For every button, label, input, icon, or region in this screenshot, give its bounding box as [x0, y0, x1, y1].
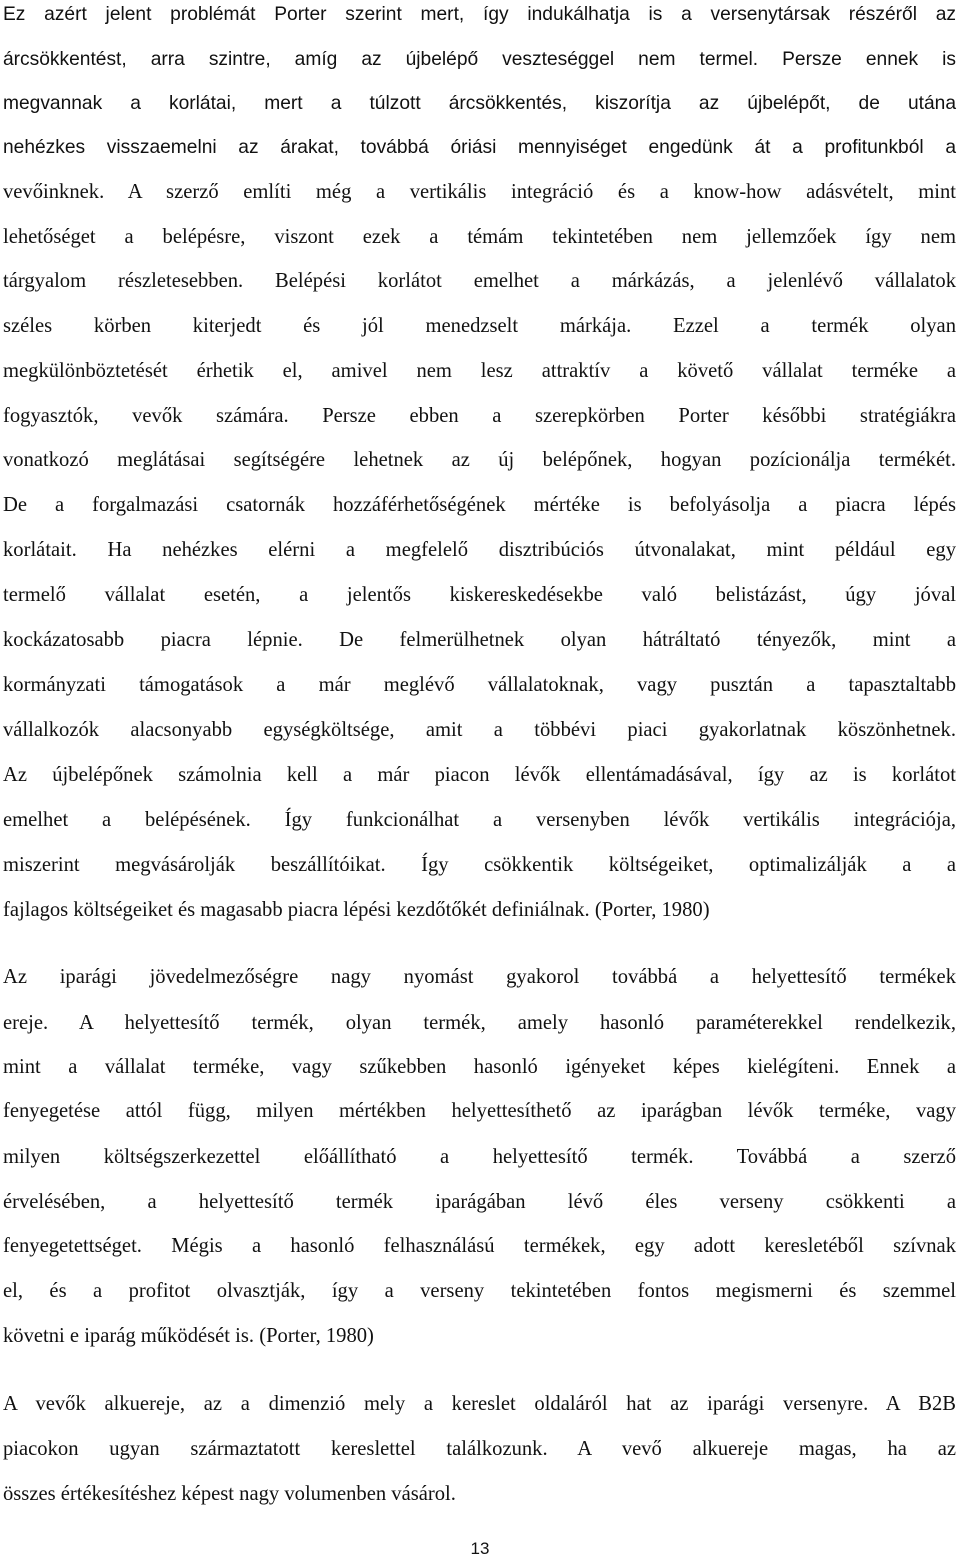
page-number: 13	[470, 1539, 490, 1558]
text-line: fenyegetettséget. Mégis a hasonló felhasználású termékek, egy adott keresletéből szívnak	[3, 1235, 956, 1257]
text-line: termelő vállalat esetén, a jelentős kiskereskedésekbe való belistázást, úgy jóval	[3, 584, 956, 606]
text-line: vállalkozók alacsonyabb egységköltsége, amit a többévi piaci gyakorlatnak köszönhetnek.	[3, 719, 956, 741]
text-line: Az újbelépőnek számolnia kell a már piacon lévők ellentámadásával, így az is korlátot	[3, 764, 956, 786]
text-line: összes értékesítéshez képest nagy volumenben vásárol.	[3, 1483, 456, 1505]
text-line: megkülönböztetését érhetik el, amivel nem lesz attraktív a követő vállalat terméke a	[3, 360, 956, 382]
text-line: vonatkozó meglátásai segítségére lehetnek az új belépőnek, hogyan pozícionálja termékét.	[3, 449, 956, 471]
text-line: lehetőséget a belépésre, viszont ezek a témám tekintetében nem jellemzőek így nem	[3, 226, 956, 248]
text-line: követni e iparág működését is. (Porter, 1980)	[3, 1325, 374, 1347]
text-line: érvelésében, a helyettesítő termék iparágában lévő éles verseny csökkenti a	[3, 1191, 956, 1213]
text-line: kockázatosabb piacra lépnie. De felmerülhetnek olyan hátráltató tényezők, mint a	[3, 629, 956, 651]
text-line: Az iparági jövedelmezőségre nagy nyomást gyakorol továbbá a helyettesítő termékek	[3, 966, 956, 988]
text-line: piacokon ugyan származtatott kereslettel találkozunk. A vevő alkuereje magas, ha az	[3, 1438, 956, 1460]
text-line: tárgyalom részletesebben. Belépési korlátot emelhet a márkázás, a jelenlévő vállalatok	[3, 270, 956, 292]
text-line: nehézkes visszaemelni az árakat, továbbá óriási mennyiséget engedünk át a profitunkból a	[3, 137, 956, 158]
text-line: fajlagos költségeiket és magasabb piacra lépési kezdőtőkét definiálnak. (Porter, 1980)	[3, 899, 710, 921]
text-line: A vevők alkuereje, az a dimenzió mely a kereslet oldaláról hat az iparági versenyre. A B2B	[3, 1393, 956, 1415]
text-line: Ez azért jelent problémát Porter szerint mert, így indukálhatja is a versenytársak részéről az	[3, 4, 956, 25]
text-line: vevőinknek. A szerző említi még a vertikális integráció és a know-how adásvételt, mint	[3, 181, 956, 203]
text-line: megvannak a korlátai, mert a túlzott árcsökkentés, kiszorítja az újbelépőt, de utána	[3, 93, 956, 114]
text-line: mint a vállalat terméke, vagy szűkebben hasonló igényeket képes kielégíteni. Ennek a	[3, 1056, 956, 1078]
text-line: korlátait. Ha nehézkes elérni a megfelelő disztribúciós útvonalakat, mint például egy	[3, 539, 956, 561]
text-line: milyen költségszerkezettel előállítható a helyettesítő termék. Továbbá a szerző	[3, 1146, 956, 1168]
text-line: fenyegetése attól függ, milyen mértékben helyettesíthető az iparágban lévők terméke, vagy	[3, 1100, 956, 1122]
text-line: De a forgalmazási csatornák hozzáférhetőségének mértéke is befolyásolja a piacra lépés	[3, 494, 956, 516]
text-line: fogyasztók, vevők számára. Persze ebben a szerepkörben Porter későbbi stratégiákra	[3, 405, 956, 427]
text-line: széles körben kiterjedt és jól menedzselt márkája. Ezzel a termék olyan	[3, 315, 956, 337]
text-line: miszerint megvásárolják beszállítóikat. Így csökkentik költségeiket, optimalizálják a a	[3, 854, 956, 876]
text-line: el, és a profitot olvasztják, így a verseny tekintetében fontos megismerni és szemmel	[3, 1280, 956, 1302]
text-line: kormányzati támogatások a már meglévő vállalatoknak, vagy pusztán a tapasztaltabb	[3, 674, 956, 696]
text-line: ereje. A helyettesítő termék, olyan termék, amely hasonló paraméterekkel rendelkezik,	[3, 1012, 956, 1034]
text-line: árcsökkentést, arra szintre, amíg az újbelépő veszteséggel nem termel. Persze ennek is	[3, 49, 956, 70]
text-line: emelhet a belépésének. Így funkcionálhat a versenyben lévők vertikális integrációja,	[3, 809, 956, 831]
